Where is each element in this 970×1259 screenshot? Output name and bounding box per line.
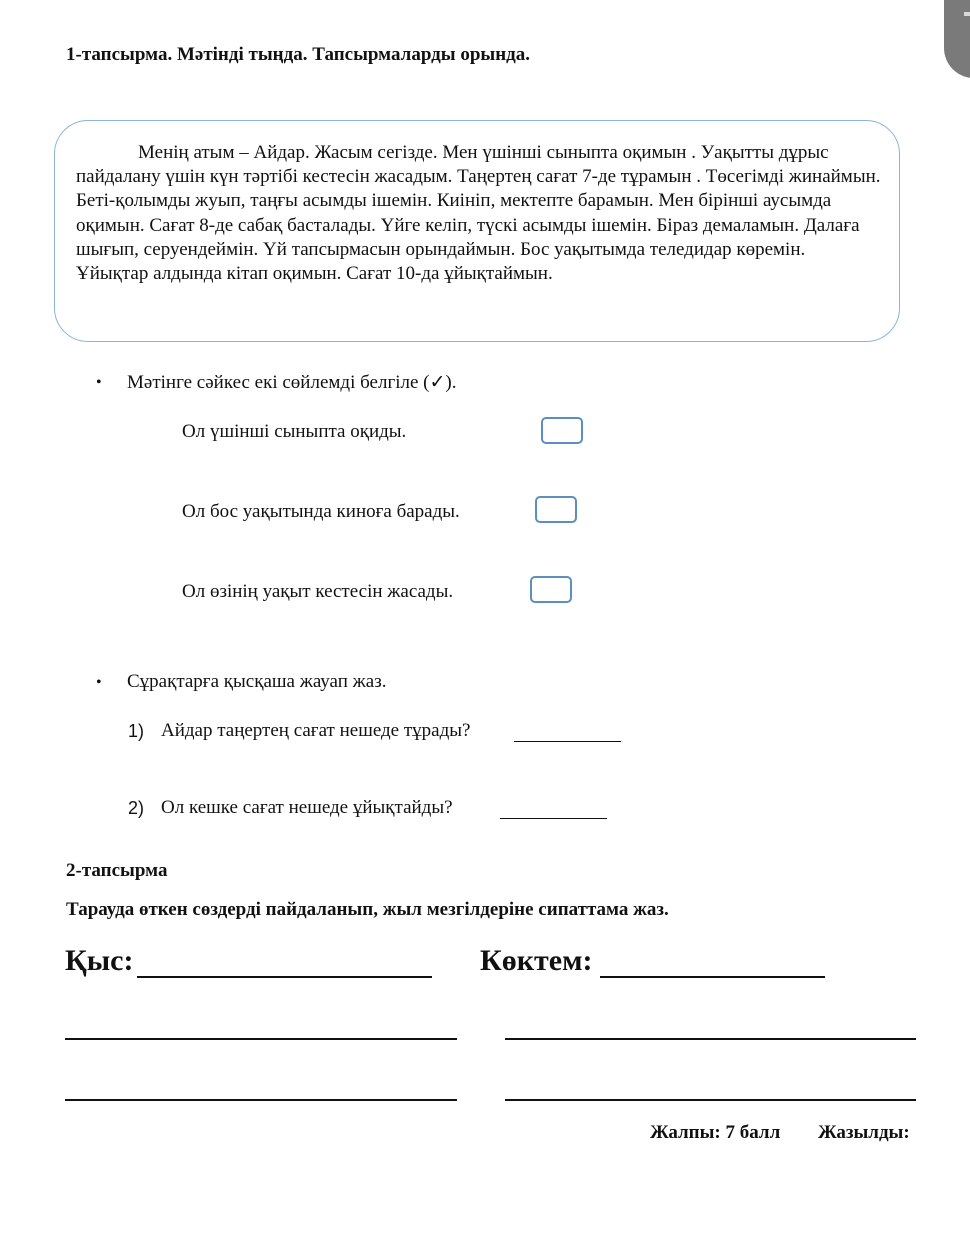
checkbox-statement-2[interactable] bbox=[535, 496, 577, 523]
passage-text: Менің атым – Айдар. Жасым сегізде. Мен үшінші сыныпта оқимын . Уақытты дұрыс пайдалану үшін күн тәртібі кестесін жасадым. Таңертең сағат 7-де тұрамын . Төсегімді жинаймын. Беті-қолымды жуып, таңғы асымды ішемін. Киініп, мектепте барамын. Мен бірінші аусымда оқимын. Сағат 8-де сабақ басталады. Үйге келіп, түскі асымды ішемін. Біраз демаламын. Далаға шығып, серуендеймін. Үй тапсырмасын орындаймын. Бос уақытымда теледидар көремін. Ұйықтар алдында кітап оқимын. Сағат 10-да ұйықтаймын. bbox=[76, 142, 881, 285]
checkbox-statement-3[interactable] bbox=[530, 576, 572, 603]
task1-title: 1-тапсырма. Мәтінді тыңда. Тапсырмаларды орында. bbox=[66, 44, 531, 65]
question-1-number: 1) bbox=[128, 721, 145, 741]
footer-total: Жалпы: 7 балл bbox=[650, 1122, 781, 1143]
season-winter-line[interactable] bbox=[137, 976, 432, 978]
writing-line-left-2[interactable] bbox=[65, 1099, 457, 1101]
statement-2: Ол бос уақытында киноға барады. bbox=[182, 501, 460, 522]
instruction-answer: Сұрақтарға қысқаша жауап жаз. bbox=[127, 671, 387, 692]
writing-line-right-1[interactable] bbox=[505, 1038, 916, 1040]
bullet-1: • bbox=[96, 374, 102, 391]
question-2-text: Ол кешке сағат нешеде ұйықтайды? bbox=[161, 797, 453, 818]
question-2-number: 2) bbox=[128, 798, 145, 818]
question-1-text: Айдар таңертең сағат нешеде тұрады? bbox=[161, 720, 471, 741]
checkbox-statement-1[interactable] bbox=[541, 417, 583, 444]
footer-written: Жазылды: bbox=[818, 1122, 910, 1143]
task2-instruction: Тарауда өткен сөздерді пайдаланып, жыл мезгілдеріне сипаттама жаз. bbox=[66, 899, 669, 920]
statement-3: Ол өзінің уақыт кестесін жасады. bbox=[182, 581, 454, 602]
season-winter-label: Қыс: bbox=[65, 944, 134, 977]
season-spring-label: Көктем: bbox=[480, 944, 593, 977]
season-spring-line[interactable] bbox=[600, 976, 825, 978]
page-corner-tab bbox=[944, 0, 970, 78]
bullet-2: • bbox=[96, 674, 102, 691]
answer-line-2[interactable] bbox=[500, 818, 607, 819]
instruction-check: Мәтінге сәйкес екі сөйлемді белгіле (✓). bbox=[127, 372, 457, 393]
corner-tab-mark bbox=[964, 12, 970, 16]
task2-title: 2-тапсырма bbox=[66, 860, 168, 881]
answer-line-1[interactable] bbox=[514, 741, 621, 742]
writing-line-left-1[interactable] bbox=[65, 1038, 457, 1040]
statement-1: Ол үшінші сыныпта оқиды. bbox=[182, 421, 407, 442]
writing-line-right-2[interactable] bbox=[505, 1099, 916, 1101]
